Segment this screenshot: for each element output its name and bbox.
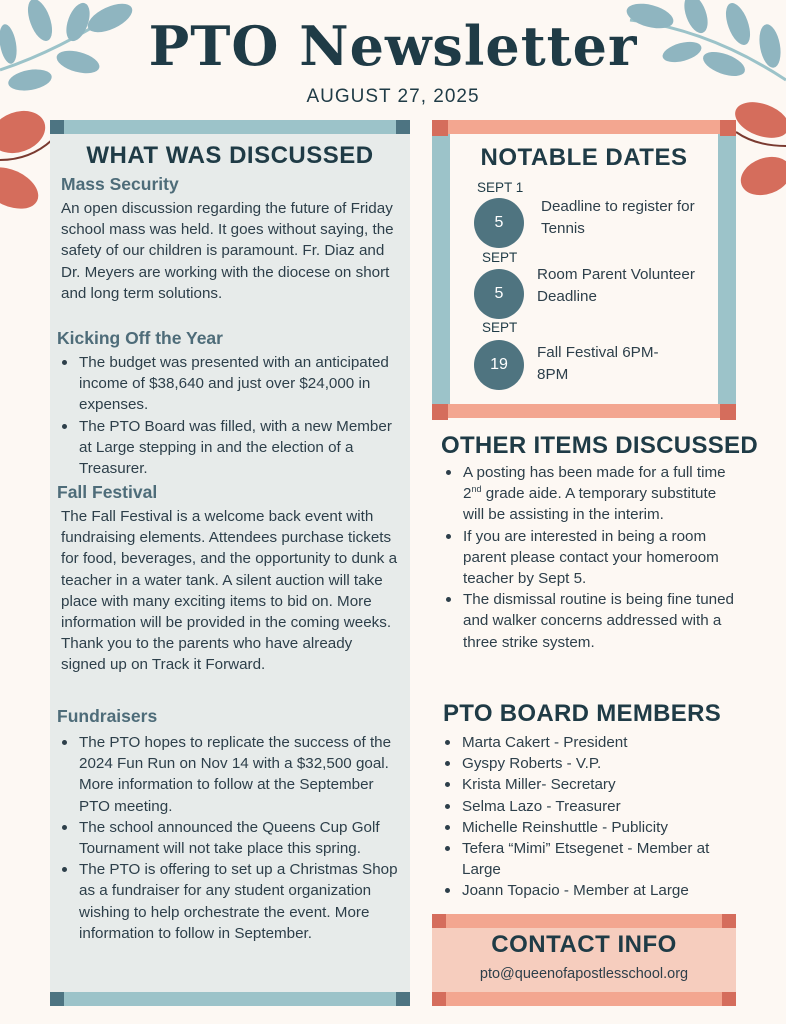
date-description: Deadline to register for Tennis [541,198,695,237]
date-month: SEPT [482,320,518,335]
board-member: Joann Topacio - Member at Large [440,880,740,901]
fundraisers-title: Fundraisers [57,706,158,726]
date-month: SEPT [482,250,518,265]
fundraisers-list [57,732,401,944]
contact-bottom-bar [432,992,736,1006]
date-description: Room Parent Volunteer Deadline [537,266,695,305]
discussed-heading: WHAT WAS DISCUSSED [86,142,374,169]
date-description: Fall Festival 6PM-8PM [537,344,659,383]
list-item: The PTO is offering to set up a Christmas Shop as a fundraiser for any student organization wishing to help orchestrate the event. More information to follow in September. [57,859,401,944]
contact-email-link[interactable]: pto@queenofapostlesschool.org [479,966,689,982]
date-day-badge: 19 [474,340,524,390]
board-member: Selma Lazo - Treasurer [440,796,740,817]
newsletter-title: PTO Newsletter [148,14,638,78]
date-day-badge: 5 [474,198,524,248]
board-member: Krista Miller- Secretary [440,774,740,795]
board-member: Gyspy Roberts - V.P. [440,753,740,774]
mass-security-title: Mass Security [61,174,179,194]
board-member: Marta Cakert - President [440,732,740,753]
other-items-heading: OTHER ITEMS DISCUSSED [441,432,758,459]
contact-heading: CONTACT INFO [491,931,677,958]
list-item: The PTO hopes to replicate the success of the 2024 Fun Run on Nov 14 with a $32,500 goal. More information to follow at the September PTO meeting. [57,732,401,817]
kickoff-title: Kicking Off the Year [57,328,223,348]
list-item: A posting has been made for a full time 2nd grade aide. A temporary substitute will be assisting in the interim. [441,462,741,526]
fall-festival-text: The Fall Festival is a welcome back event with fundraising elements. Attendees purchase tickets for food, beverages, and the opportunity to dunk a teacher in a water tank. A silent auction will take place with many exciting items to bid on. More information will be provided in the coming weeks. Thank you to the parents who have already signed up on Track it Forward. [61,508,398,674]
notable-dates-heading: NOTABLE DATES [480,144,688,171]
board-members-heading: PTO BOARD MEMBERS [443,700,722,727]
newsletter-date: AUGUST 27, 2025 [306,86,480,107]
fall-festival-title: Fall Festival [57,482,158,502]
other-items-list [441,462,741,653]
panel-top-bar [50,120,410,134]
list-item: The PTO Board was filled, with a new Member at Large stepping in and the election of a Treasurer. [57,416,401,480]
date-day-badge: 5 [474,269,524,319]
kickoff-list [57,352,401,479]
list-item: If you are interested in being a room parent please contact your homeroom teacher by Sept 5. [441,526,741,590]
list-item: The school announced the Queens Cup Golf Tournament will not take place this spring. [57,817,401,859]
mass-security-text: An open discussion regarding the future of Friday school mass was held. It goes without saying, the safety of our children is paramount. Fr. Diaz and Dr. Meyers are working with the diocese on short and long term solutions. [61,200,394,302]
panel-bottom-bar [50,992,410,1006]
list-item: The budget was presented with an anticipated income of $38,640 and just over $24,000 in expenses. [57,352,401,416]
contact-top-bar [432,914,736,928]
board-members-list [440,732,740,902]
list-item: The dismissal routine is being fine tuned and walker concerns addressed with a three strike system. [441,589,741,653]
board-member: Tefera “Mimi” Etsegenet - Member at Large [440,838,740,880]
date-month: SEPT 1 [477,180,524,195]
board-member: Michelle Reinshuttle - Publicity [440,817,740,838]
